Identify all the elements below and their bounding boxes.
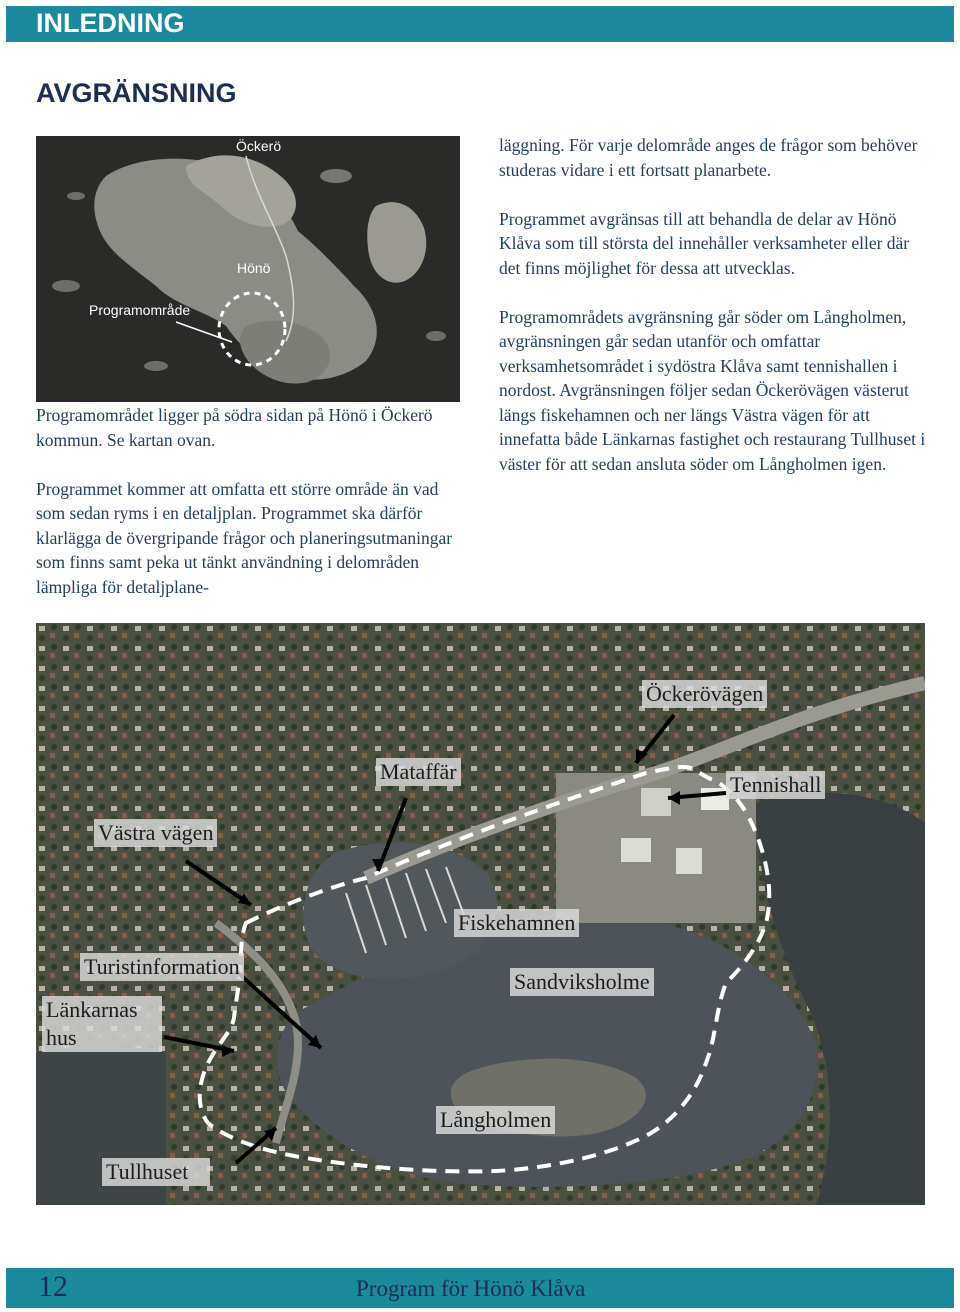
page-number: 12 — [38, 1270, 68, 1303]
map-label-lankarnas-hus: Länkarnas hus — [42, 996, 162, 1052]
detail-map — [36, 623, 925, 1205]
section-header-label: INLEDNING — [36, 8, 185, 38]
map-label-ockero: Öckerö — [236, 138, 282, 154]
map-label-hono: Hönö — [237, 260, 271, 276]
paragraph: Programområdets avgränsning går söder om Långholmen, avgränsningen går sedan utanför och omfattar verksamhetsområdet i sydöstra Klåva samt tennishallen i nordost. Avgränsningen följer sedan Öckerövägen västerut längs fiskehamnen och ner längs Västra vägen för att innefatta både Länkarnas fastighet och restaurang Tullhuset i väster för att sedan ansluta söder om Långholmen igen. — [499, 306, 926, 474]
map-label-fiskehamnen: Fiskehamnen — [454, 909, 579, 937]
map-label-turistinformation: Turistinformation — [80, 953, 244, 981]
paragraph: läggning. För varje delområde anges de frågor som behöver studeras vidare i ett fortsatt planarbete. — [499, 135, 918, 180]
page-title: AVGRÄNSNING — [36, 78, 237, 108]
map-label-tennishall: Tennishall — [726, 771, 825, 799]
page-footer — [6, 1268, 954, 1308]
map-label-tullhuset: Tullhuset — [102, 1158, 210, 1186]
map-label-ockerovagen: Öckerövägen — [642, 680, 767, 708]
section-header-bar — [6, 6, 954, 42]
map-label-vastra-vagen: Västra vägen — [94, 819, 217, 847]
paragraph: Programområdet ligger på södra sidan på Hönö i Öckerö kommun. Se kartan ovan. — [36, 405, 433, 450]
left-column-text — [36, 403, 466, 599]
map-label-langholmen: Långholmen — [436, 1106, 555, 1134]
right-column-text — [499, 133, 929, 476]
map-label-mataffar: Mataffär — [376, 758, 461, 786]
paragraph: Programmet avgränsas till att behandla de delar av Hönö Klåva som till största del innehåller verksamheter eller där det finns möjlighet för dessa att utvecklas. — [499, 208, 910, 278]
map-label-programomrade: Programområde — [89, 302, 191, 318]
footer-title: Program för Hönö Klåva — [356, 1276, 586, 1301]
overview-map — [36, 136, 460, 402]
map-label-sandviksholme: Sandviksholme — [510, 968, 654, 996]
paragraph: Programmet kommer att omfatta ett större område än vad som sedan ryms i en detaljplan. Programmet ska därför klarlägga de övergripande frågor och planeringsutmaningar som finns samt peka ut tänkt användning i delområden lämpliga för detaljplane- — [36, 478, 453, 597]
